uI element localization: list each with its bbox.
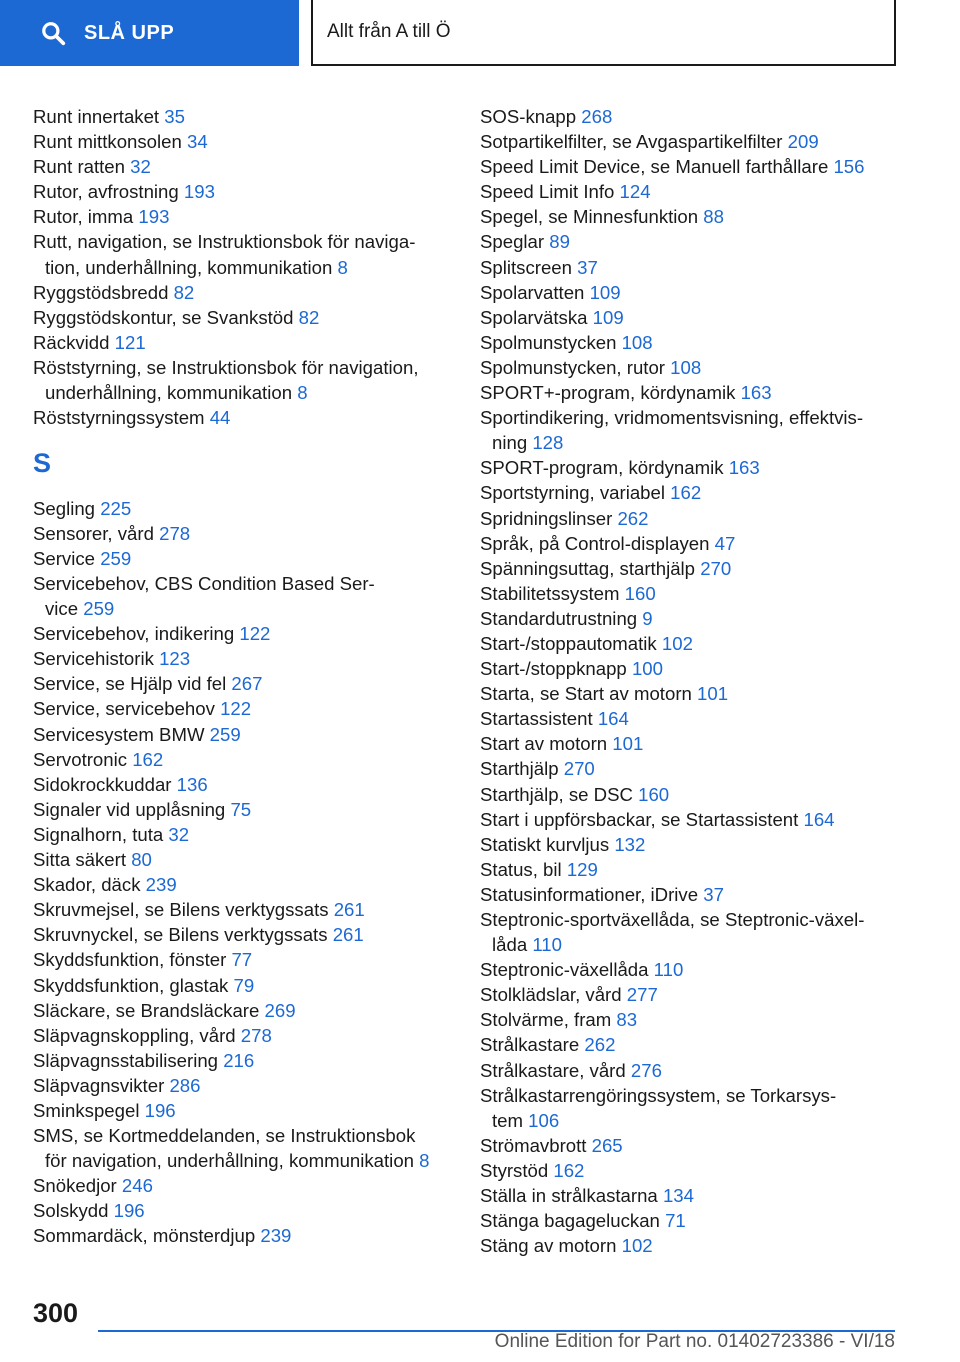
page-link[interactable]: 136: [176, 773, 208, 795]
entry-text: Statiskt kurvljus: [480, 833, 610, 855]
page-link[interactable]: 79: [233, 974, 255, 996]
index-entry: [480, 731, 895, 756]
page-link[interactable]: 32: [130, 156, 151, 178]
index-entry: [33, 280, 443, 305]
page-link[interactable]: 209: [787, 131, 819, 153]
entry-text: Stäng av motorn: [480, 1235, 617, 1257]
index-column-left: [33, 104, 443, 1249]
index-entry: [480, 1208, 895, 1233]
index-entry: [33, 305, 443, 330]
index-entry: [33, 772, 443, 797]
index-entry: [33, 1173, 443, 1198]
entry-text: Sminkspegel: [33, 1099, 140, 1121]
page-link[interactable]: 267: [231, 673, 263, 695]
index-entry: [480, 807, 895, 832]
index-entry: [33, 822, 443, 847]
entry-text: Service: [33, 547, 96, 569]
page-link[interactable]: 216: [223, 1049, 255, 1071]
index-entry: [33, 229, 443, 279]
index-entry: [33, 696, 443, 721]
entry-text: Stolvärme, fram: [480, 1009, 612, 1031]
page-link[interactable]: 259: [83, 598, 115, 620]
page-link[interactable]: 108: [621, 331, 653, 353]
page-link[interactable]: 110: [532, 934, 562, 956]
index-entry: [33, 797, 443, 822]
entry-text: Splitscreen: [480, 256, 572, 278]
index-entry: [33, 405, 443, 430]
index-entry: [480, 857, 895, 882]
entry-text: Solskydd: [33, 1200, 109, 1222]
page-title: Allt från A till Ö: [311, 0, 896, 66]
entry-text: Ställa in strålkastarna: [480, 1185, 658, 1207]
entry-text: Servicehistorik: [33, 648, 154, 670]
entry-text: Snökedjor: [33, 1175, 117, 1197]
index-entry: [480, 1058, 895, 1083]
index-entry: [33, 847, 443, 872]
page-link[interactable]: 259: [209, 723, 241, 745]
index-entry: [33, 571, 443, 621]
entry-text: Släpvagnsvikter: [33, 1074, 165, 1096]
page-link[interactable]: 162: [132, 748, 164, 770]
index-entry: [33, 1073, 443, 1098]
entry-text: Sidokrockkuddar: [33, 773, 172, 795]
entry-text: Starta, se Start av motorn: [480, 683, 692, 705]
entry-text: Status, bil: [480, 858, 562, 880]
index-entry: [480, 581, 895, 606]
index-entry: [33, 722, 443, 747]
search-button[interactable]: [0, 0, 299, 66]
page-link[interactable]: 88: [703, 206, 724, 228]
page-link[interactable]: 262: [617, 507, 649, 529]
index-entry: [480, 832, 895, 857]
index-entry: [33, 998, 443, 1023]
entry-text: Spolmunstycken, rutor: [480, 356, 665, 378]
index-entry: [33, 922, 443, 947]
page-link[interactable]: 278: [159, 522, 191, 544]
entry-text: Service, servicebehov: [33, 698, 215, 720]
index-entry: [480, 1083, 895, 1133]
page-link[interactable]: 8: [297, 382, 308, 404]
index-entry: [33, 154, 443, 179]
entry-text: Skyddsfunktion, glastak: [33, 974, 229, 996]
index-entry: [480, 355, 895, 380]
page-link[interactable]: 160: [624, 582, 656, 604]
page-link[interactable]: 193: [138, 206, 170, 228]
page-link[interactable]: 246: [121, 1175, 153, 1197]
page-link[interactable]: 77: [231, 949, 253, 971]
index-entry: [480, 380, 895, 405]
index-entry: [33, 1048, 443, 1073]
entry-text: Spolmunstycken: [480, 331, 617, 353]
index-entry: [480, 330, 895, 355]
page-link[interactable]: 132: [614, 833, 646, 855]
index-entry: [33, 521, 443, 546]
entry-text: Sensorer, vård: [33, 522, 154, 544]
index-entry: [480, 1183, 895, 1208]
index-entry: [480, 882, 895, 907]
entry-text: Spridningslinser: [480, 507, 613, 529]
entry-text: Strömavbrott: [480, 1134, 587, 1156]
page-link[interactable]: 286: [169, 1074, 201, 1096]
entry-text: Skador, däck: [33, 874, 141, 896]
entry-text: Servicesystem BMW: [33, 723, 205, 745]
entry-text: Rutor, avfrostning: [33, 181, 179, 203]
page-link[interactable]: 32: [168, 823, 190, 845]
entry-text: Start-/stoppautomatik: [480, 632, 657, 654]
index-entry: [33, 355, 443, 405]
page-link[interactable]: 270: [563, 758, 595, 780]
entry-text: Spolarvätska: [480, 306, 588, 328]
page-link[interactable]: 47: [714, 532, 736, 554]
page-link[interactable]: 278: [240, 1024, 272, 1046]
entry-text: Släpvagnskoppling, vård: [33, 1024, 236, 1046]
entry-text: Segling: [33, 497, 96, 519]
entry-text: Sommardäck, mönsterdjup: [33, 1225, 256, 1247]
entry-text: Signaler vid upplåsning: [33, 798, 226, 820]
page-link[interactable]: 163: [728, 457, 760, 479]
entry-text: Signalhorn, tuta: [33, 823, 164, 845]
index-entry: [480, 154, 895, 179]
page-link[interactable]: 134: [662, 1185, 694, 1207]
edition-note: Online Edition for Part no. 01402723386 - VI/18: [494, 1331, 895, 1352]
index-entry: [480, 957, 895, 982]
entry-text: Röststyrningssystem: [33, 407, 205, 429]
page-link[interactable]: 276: [630, 1059, 662, 1081]
entry-text: Speglar: [480, 231, 545, 253]
index-entry: [33, 1223, 443, 1248]
page-link[interactable]: 101: [697, 683, 729, 705]
index-entry: [33, 1098, 443, 1123]
page-link[interactable]: 196: [144, 1099, 176, 1121]
index-entry: [33, 496, 443, 521]
page-link[interactable]: 269: [264, 999, 296, 1021]
index-entry: [480, 405, 895, 455]
index-entry: [480, 1007, 895, 1032]
entry-text: Starthjälp, se DSC: [480, 783, 633, 805]
index-entry: [33, 330, 443, 355]
index-entry: [33, 179, 443, 204]
page-link[interactable]: 259: [100, 547, 132, 569]
page-link[interactable]: 44: [209, 407, 231, 429]
entry-text: Speed Limit Device, se Manuell farthållare: [480, 156, 829, 178]
page-link[interactable]: 164: [803, 808, 835, 830]
page-link[interactable]: 262: [584, 1034, 616, 1056]
page-link[interactable]: 239: [260, 1225, 292, 1247]
page-link[interactable]: 123: [159, 648, 191, 670]
page-link[interactable]: 124: [619, 181, 651, 203]
entry-text: Släckare, se Brandsläckare: [33, 999, 260, 1021]
page-link[interactable]: 75: [230, 798, 252, 820]
page-link[interactable]: 268: [581, 106, 613, 127]
page-link[interactable]: 109: [589, 281, 621, 303]
entry-text: Sportindikering, vridmomentsvisning, effektvis-: [480, 407, 864, 429]
page-number: 300: [33, 1298, 79, 1328]
entry-text: Ryggstödskontur, se Svankstöd: [33, 306, 294, 328]
index-entry: [480, 280, 895, 305]
index-entry: [480, 556, 895, 581]
entry-text: Spolarvatten: [480, 281, 585, 303]
page-link[interactable]: 8: [337, 256, 348, 278]
index-entry: [480, 1032, 895, 1057]
index-entry: [480, 1158, 895, 1183]
index-entry: [480, 455, 895, 480]
page-link[interactable]: 108: [670, 356, 702, 378]
entry-text: Spegel, se Minnesfunktion: [480, 206, 699, 228]
index-entry: [480, 631, 895, 656]
entry-text: Servicebehov, indikering: [33, 623, 235, 645]
index-entry: [33, 204, 443, 229]
entry-text: Språk, på Control-displayen: [480, 532, 710, 554]
index-entry: [33, 872, 443, 897]
section-letter: S: [33, 447, 52, 478]
page-link[interactable]: 9: [642, 607, 653, 629]
entry-text: Steptronic-sportväxellåda, se Steptronic-växel-: [480, 909, 865, 930]
entry-text-continued: tem: [492, 1109, 523, 1131]
entry-text: Stabilitetssystem: [480, 582, 620, 604]
entry-text: Strålkastare, vård: [480, 1059, 626, 1081]
index-entry: [480, 656, 895, 681]
index-entry: [33, 747, 443, 772]
page-link[interactable]: 261: [333, 899, 365, 921]
top-bar: [0, 0, 960, 66]
index-entry: [480, 129, 895, 154]
entry-text: Strålkastare: [480, 1034, 580, 1056]
page-link[interactable]: 193: [183, 181, 215, 203]
page-link[interactable]: 261: [332, 924, 364, 946]
entry-text: Röststyrning, se Instruktionsbok för navigation,: [33, 356, 419, 378]
entry-text: Spänningsuttag, starthjälp: [480, 557, 696, 579]
page-link[interactable]: 102: [661, 632, 693, 654]
entry-text: Servotronic: [33, 748, 128, 770]
entry-text: SOS-knapp: [480, 106, 577, 127]
entry-text: Runt ratten: [33, 156, 125, 178]
page-link[interactable]: 80: [131, 849, 152, 871]
page-link[interactable]: 163: [740, 382, 772, 404]
index-entry: [480, 782, 895, 807]
index-entry: [33, 646, 443, 671]
entry-text: Runt mittkonsolen: [33, 131, 182, 153]
page-link[interactable]: 225: [100, 497, 132, 519]
entry-text-continued: för navigation, underhållning, kommunikation: [45, 1150, 414, 1172]
page-link[interactable]: 89: [549, 231, 570, 253]
index-entry: [480, 606, 895, 631]
entry-text: Servicebehov, CBS Condition Based Ser-: [33, 573, 375, 594]
page-link[interactable]: 156: [833, 156, 865, 178]
page-link[interactable]: 277: [626, 984, 658, 1006]
entry-text-continued: vice: [45, 598, 79, 620]
page-link[interactable]: 37: [577, 256, 598, 278]
index-entry: [480, 179, 895, 204]
page-link[interactable]: 121: [114, 331, 146, 353]
entry-text: Stolklädslar, vård: [480, 984, 622, 1006]
page-link[interactable]: 110: [653, 959, 684, 981]
entry-text: Släpvagnsstabilisering: [33, 1049, 219, 1071]
entry-text: Sportstyrning, variabel: [480, 482, 665, 504]
index-entry: [480, 204, 895, 229]
entry-text: Statusinformationer, iDrive: [480, 883, 699, 905]
entry-text: Skyddsfunktion, fönster: [33, 949, 227, 971]
search-icon: [40, 20, 66, 46]
entry-text-continued: underhållning, kommunikation: [45, 382, 293, 404]
entry-text: Service, se Hjälp vid fel: [33, 673, 227, 695]
entry-text-continued: låda: [492, 934, 528, 956]
index-entry: [33, 129, 443, 154]
page-link[interactable]: 239: [145, 874, 177, 896]
index-entry: [480, 907, 895, 957]
page-link[interactable]: 160: [638, 783, 670, 805]
entry-text: Stänga bagageluckan: [480, 1210, 660, 1232]
entry-text: Start-/stoppknapp: [480, 658, 627, 680]
entry-text: Skruvnyckel, se Bilens verktygssats: [33, 924, 328, 946]
page-link[interactable]: 106: [528, 1109, 560, 1131]
index-entry: [33, 1123, 443, 1173]
page-link[interactable]: 82: [298, 306, 320, 328]
page-link[interactable]: 162: [553, 1159, 585, 1181]
entry-text: Starthjälp: [480, 758, 559, 780]
page-link[interactable]: 129: [566, 858, 598, 880]
entry-text: Start av motorn: [480, 733, 608, 755]
entry-text: Skruvmejsel, se Bilens verktygssats: [33, 899, 329, 921]
index-entry: [480, 104, 895, 129]
entry-text: Ryggstödsbredd: [33, 281, 169, 303]
entry-text: Startassistent: [480, 708, 593, 730]
entry-text-continued: ning: [492, 432, 528, 454]
page-link[interactable]: 101: [612, 733, 644, 755]
entry-text: Räckvidd: [33, 331, 110, 353]
entry-text: Speed Limit Info: [480, 181, 615, 203]
index-entry: [33, 947, 443, 972]
page-link[interactable]: 109: [592, 306, 624, 328]
page-link[interactable]: 37: [703, 883, 724, 905]
search-button-label: SLÅ UPP: [84, 21, 175, 44]
index-entry: [33, 546, 443, 571]
page-link[interactable]: 34: [187, 131, 208, 153]
entry-text: Runt innertaket: [33, 106, 160, 127]
index-entry: [480, 255, 895, 280]
entry-text: SPORT-program, kördynamik: [480, 457, 724, 479]
index-entry: [480, 229, 895, 254]
index-entry: [480, 305, 895, 330]
entry-text: Start i uppförsbackar, se Startassistent: [480, 808, 799, 830]
page-link[interactable]: 162: [670, 482, 702, 504]
entry-text: Standardutrustning: [480, 607, 638, 629]
index-entry: [33, 671, 443, 696]
page-link[interactable]: 71: [665, 1210, 686, 1232]
index-entry: [33, 621, 443, 646]
page-link[interactable]: 196: [113, 1200, 145, 1222]
entry-text: Sotpartikelfilter, se Avgaspartikelfilter: [480, 131, 783, 153]
index-entry: [480, 681, 895, 706]
page-link[interactable]: 35: [164, 106, 185, 127]
index-entry: [33, 897, 443, 922]
page-link[interactable]: 82: [173, 281, 195, 303]
page-link[interactable]: 83: [616, 1009, 638, 1031]
page-link[interactable]: 122: [220, 698, 252, 720]
page-link[interactable]: 265: [591, 1134, 623, 1156]
index-entry: [480, 706, 895, 731]
index-entry: [33, 104, 443, 129]
index-entry: [480, 506, 895, 531]
page-link[interactable]: 128: [532, 432, 564, 454]
entry-text: Sitta säkert: [33, 849, 127, 871]
index-entry: [480, 531, 895, 556]
index-entry: [33, 973, 443, 998]
entry-text: Strålkastarrengöringssystem, se Torkarsys-: [480, 1084, 837, 1106]
page-link[interactable]: 8: [419, 1150, 430, 1172]
page-link[interactable]: 164: [597, 708, 629, 730]
entry-text: Rutor, imma: [33, 206, 134, 228]
entry-text: Styrstöd: [480, 1159, 549, 1181]
index-entry: [480, 982, 895, 1007]
index-entry: [480, 1233, 895, 1258]
entry-text-continued: tion, underhållning, kommunikation: [45, 256, 333, 278]
entry-text: Rutt, navigation, se Instruktionsbok för naviga-: [33, 231, 416, 253]
index-entry: [480, 480, 895, 505]
page-link[interactable]: 270: [700, 557, 732, 579]
entry-text: SPORT+-program, kördynamik: [480, 382, 736, 404]
index-entry: [33, 1198, 443, 1223]
page-link[interactable]: 122: [239, 623, 271, 645]
index-entry: [480, 756, 895, 781]
page-link[interactable]: 100: [631, 658, 663, 680]
page-link[interactable]: 102: [621, 1235, 653, 1257]
index-entry: [33, 1023, 443, 1048]
index-column-right: [480, 104, 895, 1258]
entry-text: Steptronic-växellåda: [480, 959, 649, 981]
entry-text: SMS, se Kortmeddelanden, se Instruktionsbok: [33, 1125, 416, 1147]
index-entry: [480, 1133, 895, 1158]
